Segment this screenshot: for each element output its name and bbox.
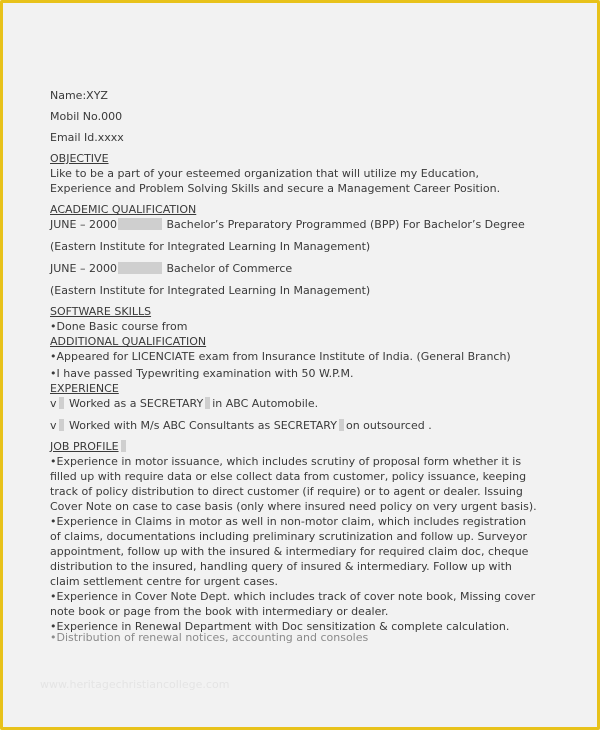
experience-bullet: v [50, 397, 57, 410]
software-item: •Done Basic course from [50, 320, 188, 333]
cut-off-line [50, 631, 540, 646]
contact-email: Email Id.xxxx [50, 131, 124, 144]
contact-mobile: Mobil No.000 [50, 110, 123, 123]
redacted-block [118, 262, 162, 274]
experience-text-tail: on outsourced . [345, 419, 432, 432]
experience-item-2 [50, 418, 540, 433]
redacted-mark [339, 419, 344, 431]
additional-item: •I have passed Typewriting examination with 50 W.P.M. [50, 367, 354, 380]
watermark-text: www.heritagechristiancollege.com [40, 678, 230, 691]
academic-item-1 [50, 217, 540, 232]
software-heading: SOFTWARE SKILLS [50, 305, 152, 318]
additional-heading: ADDITIONAL QUALIFICATION [50, 335, 207, 348]
job-profile-item: •Experience in motor issuance, which includes scrutiny of proposal form whether it is filled up with require data or else collect data from customer, policy issuance, keeping track of policy distribution to direct customer (if require) or to agent or dealer. Issuing Cover Note on case to case basis (only where insured need policy on very urgent basis). [50, 455, 537, 513]
job-profile-heading-text: JOB PROFILE [50, 440, 119, 453]
academic-date: JUNE – 2000 [50, 218, 117, 231]
redacted-block [118, 218, 162, 230]
job-profile-heading [50, 439, 540, 454]
redacted-mark [59, 397, 64, 409]
academic-institute: (Eastern Institute for Integrated Learning In Management) [50, 284, 371, 297]
job-profile-item: •Experience in Claims in motor as well in non-motor claim, which includes registration of claims, documentations including preliminary scrutinization and follow up. Surveyor appointment, follow up with the insured & intermediary for required claim doc, cheque distribution to the insured, handling query of insured & intermediary. Follow up with claim settlement centre for urgent cases. [50, 515, 529, 588]
resume-document [50, 88, 540, 634]
redacted-mark [59, 419, 64, 431]
academic-date: JUNE – 2000 [50, 262, 117, 275]
experience-bullet: v [50, 419, 57, 432]
academic-heading: ACADEMIC QUALIFICATION [50, 203, 197, 216]
academic-item-2 [50, 261, 540, 276]
job-profile-item: •Experience in Renewal Department with Doc sensitization & complete calculation. [50, 620, 510, 633]
job-profile-item: •Experience in Cover Note Dept. which includes track of cover note book, Missing cover note book or page from the book with intermediary or dealer. [50, 590, 536, 618]
experience-heading: EXPERIENCE [50, 382, 119, 395]
objective-text: Like to be a part of your esteemed organization that will utilize my Education, Experience and Problem Solving Skills and secure a Management Career Position. [50, 167, 501, 195]
contact-name: Name:XYZ [50, 89, 108, 102]
cut-off-text: •Distribution of renewal notices, accounting and consoles [50, 631, 369, 644]
academic-institute: (Eastern Institute for Integrated Learning In Management) [50, 240, 371, 253]
additional-item: •Appeared for LICENCIATE exam from Insurance Institute of India. (General Branch) [50, 350, 511, 363]
experience-text: Worked with M/s ABC Consultants as SECRETARY [69, 419, 337, 432]
experience-text: Worked as a SECRETARY [69, 397, 204, 410]
experience-text-tail: in ABC Automobile. [212, 397, 319, 410]
redacted-mark [121, 440, 126, 452]
academic-degree: Bachelor’s Preparatory Programmed (BPP) For Bachelor’s Degree [166, 218, 525, 231]
redacted-mark [205, 397, 210, 409]
experience-item-1 [50, 396, 540, 411]
academic-degree: Bachelor of Commerce [166, 262, 293, 275]
objective-heading: OBJECTIVE [50, 152, 109, 165]
